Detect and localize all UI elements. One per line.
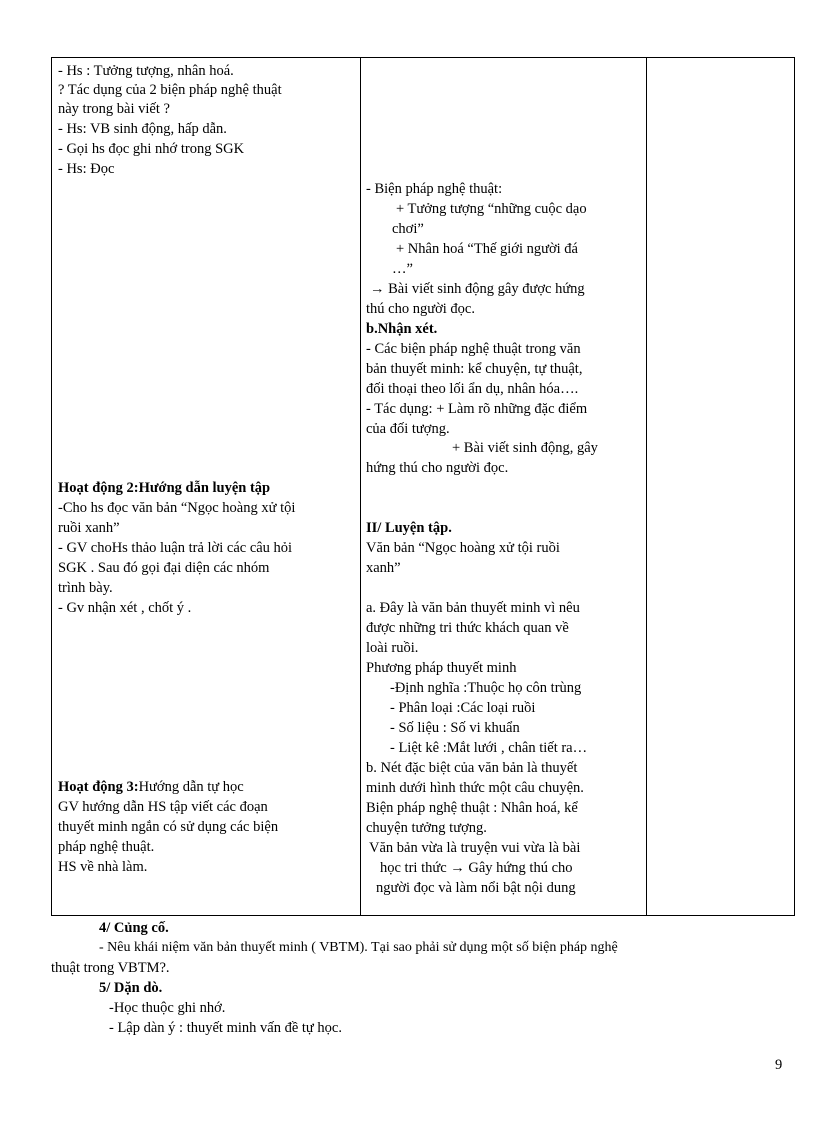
consolidation-heading: 4/ Củng cố. [99, 920, 169, 936]
column-divider-2 [646, 58, 647, 915]
mid-line: - Liệt kê :Mắt lưới , chân tiết ra… [390, 740, 588, 756]
mid-line: Phương pháp thuyết minh [366, 660, 517, 676]
mid-line: người đọc và làm nổi bật nội dung [376, 880, 576, 896]
mid-line: minh dưới hình thức một câu chuyện. [366, 780, 584, 796]
mid-line: + Tưởng tượng “những cuộc dạo [396, 201, 587, 217]
activity-2-title: Hoạt động 2:Hướng dẫn luyện tập [58, 480, 271, 496]
homework-heading: 5/ Dặn dò. [99, 980, 163, 996]
page-number: 9 [775, 1057, 783, 1073]
mid-line: bản thuyết minh: kể chuyện, tự thuật, [366, 361, 583, 377]
mid-line: -Định nghĩa :Thuộc họ côn trùng [390, 680, 582, 696]
homework-line: -Học thuộc ghi nhớ. [109, 1000, 226, 1016]
left-line: - Hs : Tưởng tượng, nhân hoá. [58, 63, 234, 79]
left-line: trình bày. [58, 580, 113, 596]
mid-line: + Nhân hoá “Thế giới người đá [396, 241, 578, 257]
left-line: SGK . Sau đó gọi đại diện các nhóm [58, 560, 270, 576]
homework-line: - Lập dàn ý : thuyết minh vấn đề tự học. [109, 1020, 342, 1036]
left-line: HS về nhà làm. [58, 859, 148, 875]
mid-line: b. Nét đặc biệt của văn bản là thuyết [366, 760, 578, 776]
mid-line: của đối tượng. [366, 421, 450, 437]
left-line: - Gv nhận xét , chốt ý . [58, 600, 192, 616]
mid-line: xanh” [366, 560, 401, 576]
mid-line: - Phân loại :Các loại ruồi [390, 700, 536, 716]
consolidation-line: - Nêu khái niệm văn bản thuyết minh ( VBTM). Tại sao phải sử dụng một số biện pháp nghệ [99, 940, 618, 955]
left-line: -Cho hs đọc văn bản “Ngọc hoàng xử tội [58, 500, 296, 516]
activity-3-title-rest: Hướng dẫn tự học [138, 779, 244, 795]
mid-line: - Số liệu : Số vi khuẩn [390, 720, 520, 736]
mid-line: hứng thú cho người đọc. [366, 460, 509, 476]
column-divider-1 [360, 58, 361, 915]
mid-line: loài ruồi. [366, 640, 419, 656]
mid-line: chuyện tưởng tượng. [366, 820, 487, 836]
left-line: thuyết minh ngắn có sử dụng các biện [58, 819, 279, 835]
mid-line: Biện pháp nghệ thuật : Nhân hoá, kể [366, 800, 578, 816]
mid-line: đối thoại theo lối ẩn dụ, nhân hóa…. [366, 381, 579, 397]
left-line: - Gọi hs đọc ghi nhớ trong SGK [58, 141, 245, 157]
mid-line: Văn bản vừa là truyện vui vừa là bài [369, 840, 581, 856]
mid-line: a. Đây là văn bản thuyết minh vì nêu [366, 600, 580, 616]
left-line: này trong bài viết ? [58, 101, 170, 117]
mid-line: → Bài viết sinh động gây được hứng [370, 281, 585, 297]
mid-line: Văn bản “Ngọc hoàng xử tội ruồi [366, 540, 560, 556]
mid-line: - Tác dụng: + Làm rõ những đặc điểm [366, 401, 588, 417]
mid-line: học tri thức → Gây hứng thú cho [380, 860, 573, 876]
mid-line: …” [392, 261, 413, 277]
mid-line: được những tri thức khách quan về [366, 620, 569, 636]
left-line: ? Tác dụng của 2 biện pháp nghệ thuật [58, 82, 282, 98]
mid-line: + Bài viết sinh động, gây [452, 440, 598, 456]
consolidation-line: thuật trong VBTM?. [51, 960, 170, 976]
mid-line: thú cho người đọc. [366, 301, 475, 317]
mid-line: chơi” [392, 221, 424, 237]
left-line: - GV choHs thảo luận trả lời các câu hỏi [58, 540, 293, 556]
left-line: pháp nghệ thuật. [58, 839, 155, 855]
left-line: - Hs: Đọc [58, 161, 115, 177]
mid-line: - Các biện pháp nghệ thuật trong văn [366, 341, 581, 357]
activity-3-title [58, 777, 244, 797]
practice-heading: II/ Luyện tập. [366, 520, 452, 536]
left-line: ruồi xanh” [58, 520, 120, 536]
activity-3-title-bold: Hoạt động 3: [58, 779, 139, 795]
mid-line: - Biện pháp nghệ thuật: [366, 181, 503, 197]
left-line: - Hs: VB sinh động, hấp dẫn. [58, 121, 227, 137]
left-line: GV hướng dẫn HS tập viết các đoạn [58, 799, 268, 815]
observation-heading: b.Nhận xét. [366, 321, 438, 337]
